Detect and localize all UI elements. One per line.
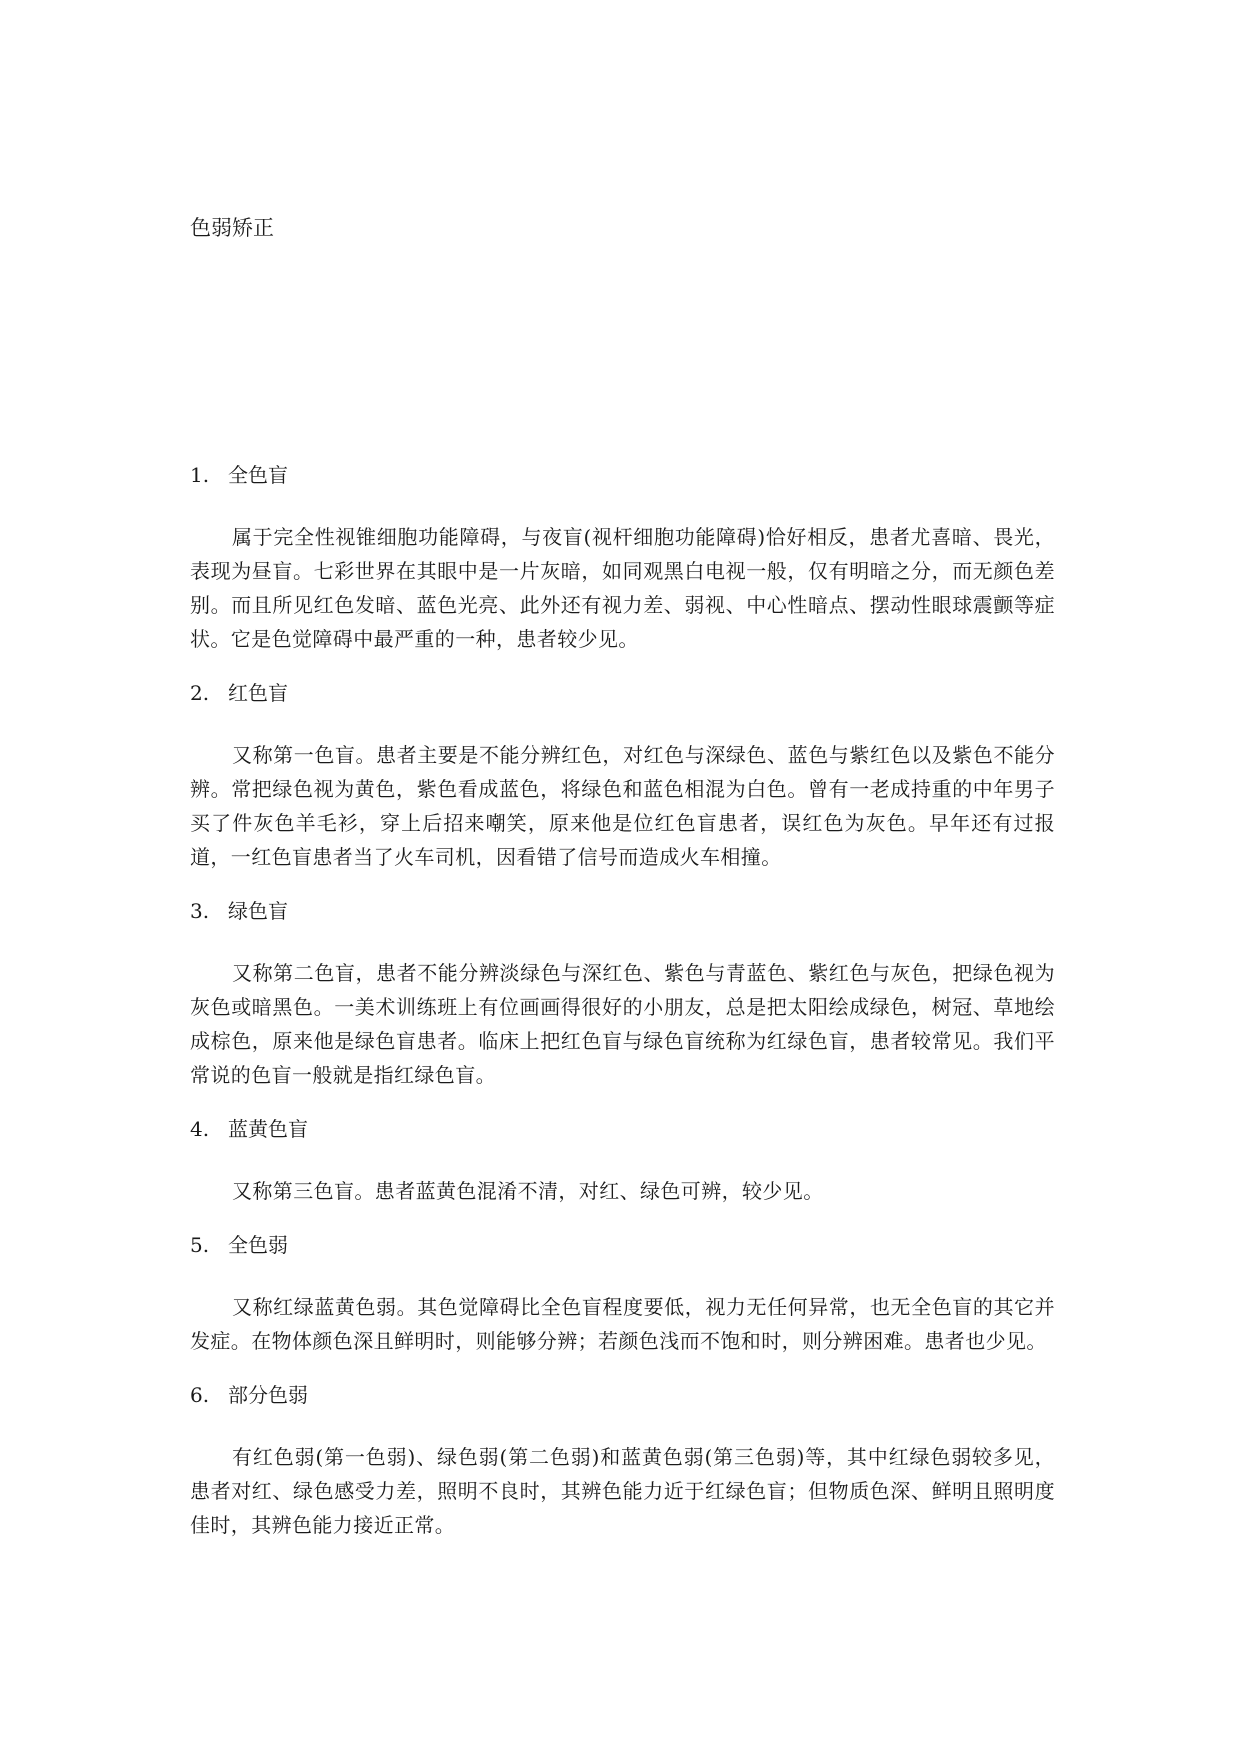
document-title: 色弱矫正 bbox=[190, 216, 274, 240]
section-body: 又称第二色盲，患者不能分辨淡绿色与深红色、紫色与青蓝色、紫红色与灰色，把绿色视为灰色或暗黑色。一美术训练班上有位画画得很好的小朋友，总是把太阳绘成绿色，树冠、草地绘成棕色，原来他是绿色盲患者。临床上把红色盲与绿色盲统称为红绿色盲，患者较常见。我们平常说的色盲一般就是指红绿色盲。 bbox=[190, 961, 1055, 1087]
section-body: 有红色弱(第一色弱)、绿色弱(第二色弱)和蓝黄色弱(第三色弱)等，其中红绿色弱较多见，患者对红、绿色感受力差，照明不良时，其辨色能力近于红绿色盲；但物质色深、鲜明且照明度佳时，其辨色能力接近正常。 bbox=[190, 1445, 1055, 1537]
section-2 bbox=[190, 678, 1055, 874]
section-body: 又称第一色盲。患者主要是不能分辨红色，对红色与深绿色、蓝色与紫红色以及紫色不能分辨。常把绿色视为黄色，紫色看成蓝色，将绿色和蓝色相混为白色。曾有一老成持重的中年男子买了件灰色羊毛衫，穿上后招来嘲笑，原来他是位红色盲患者，误红色为灰色。早年还有过报道，一红色盲患者当了火车司机，因看错了信号而造成火车相撞。 bbox=[190, 743, 1055, 869]
section-number: 6. bbox=[190, 1383, 210, 1407]
section-3 bbox=[190, 896, 1055, 1092]
section-body: 又称第三色盲。患者蓝黄色混淆不清，对红、绿色可辨，较少见。 bbox=[232, 1179, 824, 1203]
section-heading bbox=[190, 1380, 1055, 1410]
section-6 bbox=[190, 1380, 1055, 1542]
section-heading-text: 绿色盲 bbox=[228, 899, 288, 923]
section-heading bbox=[190, 896, 1055, 926]
section-body: 属于完全性视锥细胞功能障碍，与夜盲(视杆细胞功能障碍)恰好相反，患者尤喜暗、畏光，表现为昼盲。七彩世界在其眼中是一片灰暗，如同观黑白电视一般，仅有明暗之分，而无颜色差别。而且所见红色发暗、蓝色光亮、此外还有视力差、弱视、中心性暗点、摆动性眼球震颤等症状。它是色觉障碍中最严重的一种，患者较少见。 bbox=[190, 525, 1055, 651]
section-heading-text: 部分色弱 bbox=[228, 1383, 308, 1407]
section-5 bbox=[190, 1230, 1055, 1358]
section-heading-text: 红色盲 bbox=[228, 681, 288, 705]
section-number: 5. bbox=[190, 1233, 210, 1257]
section-number: 3. bbox=[190, 899, 210, 923]
section-number: 1. bbox=[190, 463, 210, 487]
section-heading-text: 全色盲 bbox=[228, 463, 288, 487]
section-heading bbox=[190, 1114, 1055, 1144]
section-4 bbox=[190, 1114, 1055, 1208]
section-heading bbox=[190, 1230, 1055, 1260]
section-heading-text: 全色弱 bbox=[228, 1233, 288, 1257]
section-heading-text: 蓝黄色盲 bbox=[228, 1117, 308, 1141]
section-number: 2. bbox=[190, 681, 210, 705]
section-1 bbox=[190, 460, 1055, 656]
section-heading bbox=[190, 678, 1055, 708]
section-number: 4. bbox=[190, 1117, 210, 1141]
section-heading bbox=[190, 460, 1055, 490]
document-content bbox=[190, 460, 1055, 1564]
section-body: 又称红绿蓝黄色弱。其色觉障碍比全色盲程度要低，视力无任何异常，也无全色盲的其它并发症。在物体颜色深且鲜明时，则能够分辨；若颜色浅而不饱和时，则分辨困难。患者也少见。 bbox=[190, 1295, 1055, 1353]
